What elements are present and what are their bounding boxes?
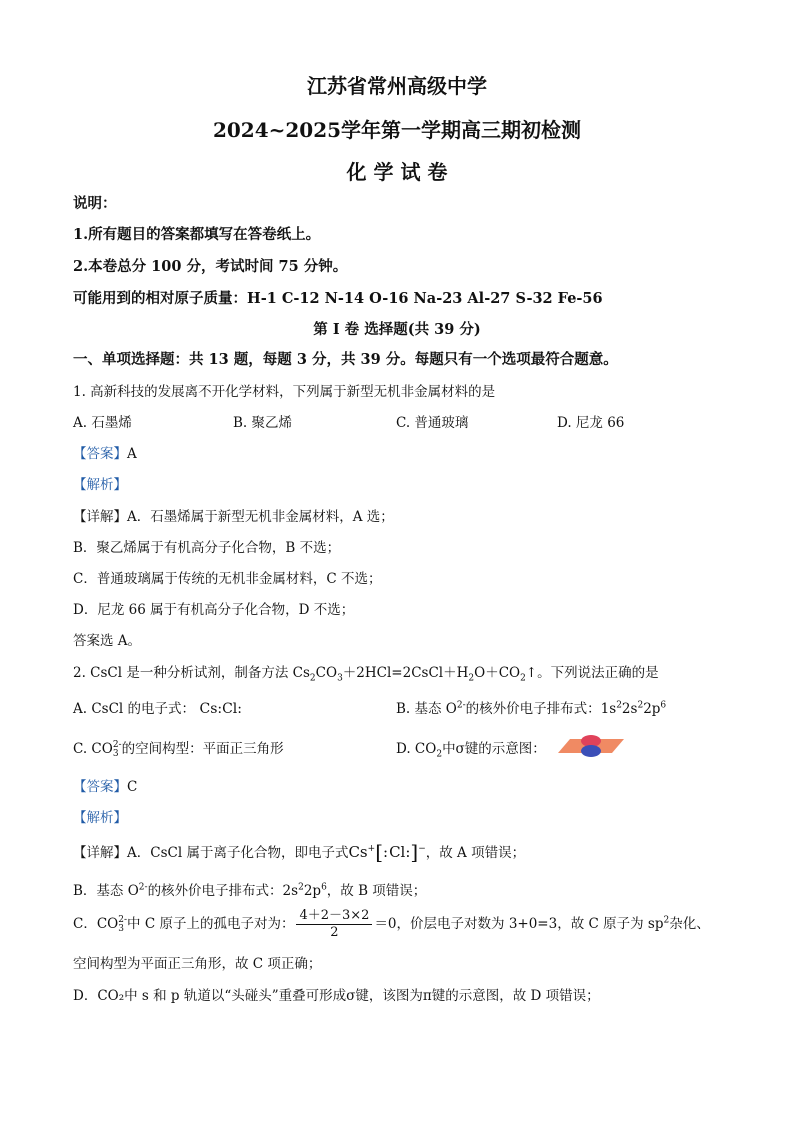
q2-detail-b-text: B．基态 O	[73, 883, 139, 899]
q2-detail-b-text: ，故 B 项错误；	[326, 883, 427, 899]
sup: 2	[616, 700, 622, 711]
q2-stem-part: CO	[315, 665, 338, 681]
q1-detail-d: D．尼龙 66 属于有机高分子化合物，D 不选；	[73, 602, 355, 618]
q2-option-a-text: A. CsCl 的电子式：	[73, 701, 196, 717]
charge-script	[118, 916, 127, 934]
q2-answer-value: C	[127, 779, 138, 795]
q1-detail-a	[73, 505, 394, 525]
q1-option-b: B. 聚乙烯	[233, 415, 293, 431]
q2-detail-a-text: A．CsCl 属于离子化合物，即电子式	[127, 845, 349, 861]
atomic-masses: 可能用到的相对原子质量：H-1 C-12 N-14 O-16 Na-23 Al-27 S-32 Fe-56	[73, 290, 603, 307]
q1-detail-b: B．聚乙烯属于有机高分子化合物，B 不选；	[73, 540, 341, 556]
sub: 2	[468, 673, 475, 684]
sup: 6	[660, 700, 667, 711]
sub: 2	[436, 749, 443, 760]
answer-tag: 【答案】	[73, 779, 127, 795]
electron-formula-text: Cs:Cl:	[199, 701, 243, 717]
q2-stem-part: ＋2HCl=2CsCl＋H	[342, 665, 469, 681]
q1-detail-a-text: A．石墨烯属于新型无机非金属材料，A 选；	[127, 509, 394, 525]
ionic-electron-formula: Cs+[:Cl:]−	[348, 840, 426, 864]
q1-conclusion: 答案选 A。	[73, 633, 142, 649]
q2-detail-d: D．CO₂中 s 和 p 轨道以“头碰头”重叠可形成σ键，该图为π键的示意图，故 D 项错误；	[73, 988, 600, 1004]
q2-detail-a	[73, 840, 525, 864]
q2-option-c-text: 的空间构型：平面正三角形	[121, 741, 284, 757]
sub: 2	[520, 673, 526, 684]
sup: 6	[321, 882, 327, 893]
q2-option-c-text: C. CO	[73, 741, 113, 757]
q2-option-b-text: B. 基态 O	[396, 701, 457, 717]
q1-option-a: A. 石墨烯	[73, 415, 132, 431]
sup: 2	[298, 882, 304, 893]
q2-stem	[73, 661, 659, 684]
q2-option-d-text: 中σ键的示意图：	[442, 741, 546, 757]
sup: 2	[663, 915, 670, 926]
sub: 3	[118, 923, 124, 934]
section-instructions: 一、单项选择题：共 13 题，每题 3 分，共 39 分。每题只有一个选项最符合题意。	[73, 351, 618, 368]
q2-detail-c-line2: 空间构型为平面正三角形，故 C 项正确；	[73, 956, 322, 972]
cs-ion: Cs	[348, 843, 368, 861]
q1-answer-value: A	[127, 446, 137, 462]
school-title: 江苏省常州高级中学	[307, 74, 487, 98]
q2-option-d	[396, 737, 546, 760]
fraction-numerator: 4＋2－3×2	[296, 908, 372, 925]
sup: 2-	[118, 914, 128, 925]
sup: −	[418, 844, 426, 854]
lone-pair-fraction	[296, 908, 372, 941]
orbital-lobe-bottom	[581, 745, 601, 757]
q2-detail-b-text: 的核外价电子排布式：2s	[147, 883, 299, 899]
sub: 2	[309, 673, 316, 684]
q2-option-b-text: 的核外价电子排布式：1s	[465, 701, 617, 717]
q2-detail-c-text: 杂化、	[669, 916, 710, 932]
q2-detail-c-text: 中 C 原子上的孤电子对为：	[127, 916, 295, 932]
q2-detail-c-text: C．	[73, 916, 97, 932]
q1-detail-c: C．普通玻璃属于传统的无机非金属材料，C 不选；	[73, 571, 382, 587]
q2-detail-c	[73, 908, 710, 941]
term-title: 2024~2025学年第一学期高三期初检测	[212, 118, 582, 142]
detail-tag: 【详解】	[73, 845, 127, 861]
electron-formula-cscl	[195, 701, 242, 717]
q2-stem-part: ↑。下列说法正确的是	[525, 665, 659, 681]
answer-tag: 【答案】	[73, 446, 127, 462]
sup: 2	[637, 700, 644, 711]
q1-option-d: D. 尼龙 66	[557, 415, 625, 431]
sup: 2-	[138, 882, 148, 893]
q1-answer	[73, 442, 137, 462]
q2-stem-part: 2. CsCl 是一种分析试剂，制备方法 Cs	[73, 665, 310, 681]
q1-stem: 1. 高新科技的发展离不开化学材料，下列属于新型无机非金属材料的是	[73, 384, 496, 400]
q2-answer	[73, 775, 137, 795]
sup: +	[367, 844, 376, 854]
sup: 2-	[456, 700, 466, 711]
q2-option-b-text: 2p	[643, 701, 661, 717]
q1-analysis-tag: 【解析】	[73, 477, 127, 493]
q2-option-a	[73, 697, 242, 717]
q2-stem-part: O＋CO	[474, 665, 521, 681]
fraction-denominator: 2	[330, 925, 339, 940]
sub: 3	[112, 748, 119, 759]
charge-script	[113, 741, 122, 759]
sub: 3	[337, 673, 343, 684]
cl-ion: Cl	[389, 843, 406, 861]
q2-detail-a-text: ，故 A 项错误；	[425, 845, 526, 861]
q1-option-c: C. 普通玻璃	[396, 415, 469, 431]
q2-option-d-text: D. CO	[396, 741, 437, 757]
q2-detail-b	[73, 879, 426, 899]
subject-title: 化 学 试 卷	[346, 160, 448, 184]
section-title: 第 I 卷 选择题(共 39 分)	[313, 321, 481, 338]
pi-bond-orbital-diagram	[556, 731, 626, 761]
detail-tag: 【详解】	[73, 509, 127, 525]
sup: 2-	[112, 739, 122, 750]
carbonate: CO	[96, 916, 119, 932]
q2-detail-c-text: ＝0，价层电子对数为 3+0=3，故 C 原子为 sp	[374, 916, 664, 932]
q2-option-c	[73, 737, 284, 759]
notes-label: 说明：	[73, 195, 117, 212]
q2-option-b-text: 2s	[621, 701, 638, 717]
q2-detail-b-text: 2p	[303, 883, 322, 899]
q2-analysis-tag: 【解析】	[73, 810, 127, 826]
note-1: 1.所有题目的答案都填写在答卷纸上。	[73, 226, 321, 243]
q2-option-b	[396, 697, 666, 717]
note-2: 2.本卷总分 100 分，考试时间 75 分钟。	[73, 258, 348, 275]
